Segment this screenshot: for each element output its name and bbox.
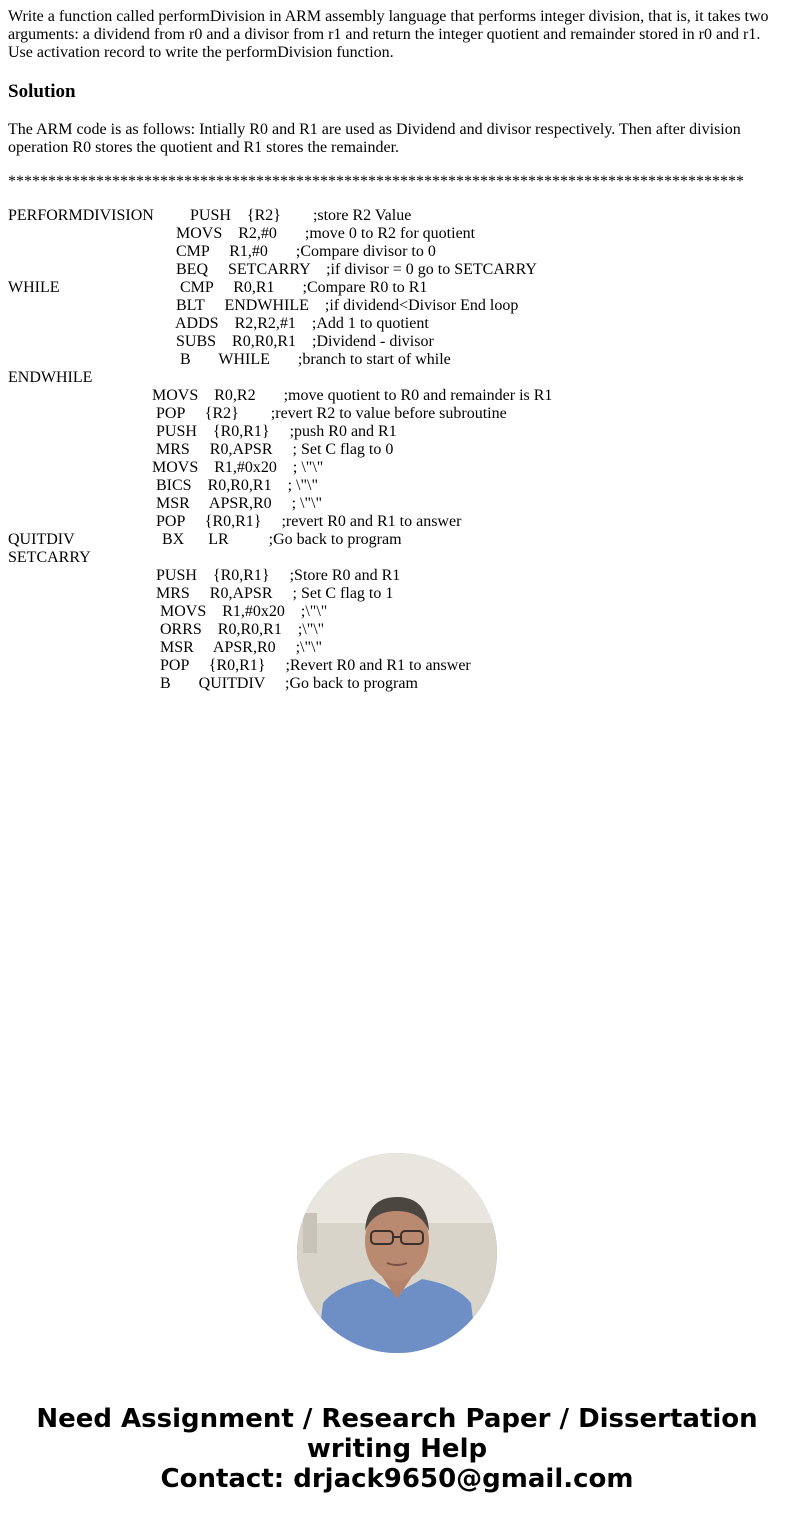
code-instruction: PUSH {R0,R1} ;Store R0 and R1 (156, 567, 401, 584)
code-instruction: PUSH {R0,R1} ;push R0 and R1 (156, 423, 397, 440)
code-instruction: POP {R0,R1} ;revert R0 and R1 to answer (156, 513, 462, 530)
code-instruction: MOVS R1,#0x20 ;\"\" (160, 603, 328, 620)
code-instruction: BLT ENDWHILE ;if dividend<Divisor End loop (176, 297, 519, 314)
author-photo-icon (297, 1153, 497, 1353)
separator-line: ******************************************************************************************** (8, 173, 744, 190)
code-instruction: ORRS R0,R0,R1 ;\"\" (160, 621, 325, 638)
code-instruction: CMP R1,#0 ;Compare divisor to 0 (176, 243, 436, 260)
promo-contact: Contact: drjack9650@gmail.com (160, 1464, 634, 1494)
code-instruction: BEQ SETCARRY ;if divisor = 0 go to SETCARRY (176, 261, 537, 278)
code-instruction: B WHILE ;branch to start of while (180, 351, 451, 368)
code-instruction: B QUITDIV ;Go back to program (160, 675, 418, 692)
code-instruction: PUSH {R2} ;store R2 Value (190, 207, 412, 224)
solution-heading: Solution (8, 81, 76, 102)
promo-banner (0, 1404, 794, 1494)
code-instruction: POP {R2} ;revert R2 to value before subroutine (156, 405, 507, 422)
code-instruction: CMP R0,R1 ;Compare R0 to R1 (180, 279, 428, 296)
code-instruction: MRS R0,APSR ; Set C flag to 1 (156, 585, 394, 602)
solution-intro: The ARM code is as follows: Intially R0 and R1 are used as Dividend and divisor respectively. Then after division operation R0 stores the quotient and R1 stores the remainder. (8, 121, 741, 156)
code-instruction: BX LR ;Go back to program (162, 531, 402, 548)
code-instruction: MOVS R0,R2 ;move quotient to R0 and remainder is R1 (152, 387, 553, 404)
code-instruction: MOVS R1,#0x20 ; \"\" (152, 459, 324, 476)
promo-line-1: Need Assignment / Research Paper / Dissertation (36, 1404, 758, 1434)
code-instruction: MOVS R2,#0 ;move 0 to R2 for quotient (176, 225, 476, 242)
promo-line-2: writing Help (306, 1434, 488, 1464)
code-instruction: MSR APSR,R0 ; \"\" (156, 495, 323, 512)
author-avatar (297, 1153, 497, 1353)
code-label: ENDWHILE (8, 369, 93, 386)
code-label: PERFORMDIVISION (8, 207, 154, 224)
code-label: WHILE (8, 279, 60, 296)
code-label: SETCARRY (8, 549, 91, 566)
code-label: QUITDIV (8, 531, 75, 548)
code-instruction: MRS R0,APSR ; Set C flag to 0 (156, 441, 394, 458)
code-instruction: POP {R0,R1} ;Revert R0 and R1 to answer (160, 657, 471, 674)
code-instruction: SUBS R0,R0,R1 ;Dividend - divisor (176, 333, 434, 350)
code-instruction: ADDS R2,R2,#1 ;Add 1 to quotient (175, 315, 429, 332)
code-instruction: MSR APSR,R0 ;\"\" (160, 639, 323, 656)
code-instruction: BICS R0,R0,R1 ; \"\" (156, 477, 318, 494)
question-text: Write a function called performDivision in ARM assembly language that performs integer division, that is, it takes two arguments: a dividend from r0 and a divisor from r1 and return the integer quotient and remainder stored in r0 and r1. Use activation record to write the performDivision function. (8, 8, 769, 61)
